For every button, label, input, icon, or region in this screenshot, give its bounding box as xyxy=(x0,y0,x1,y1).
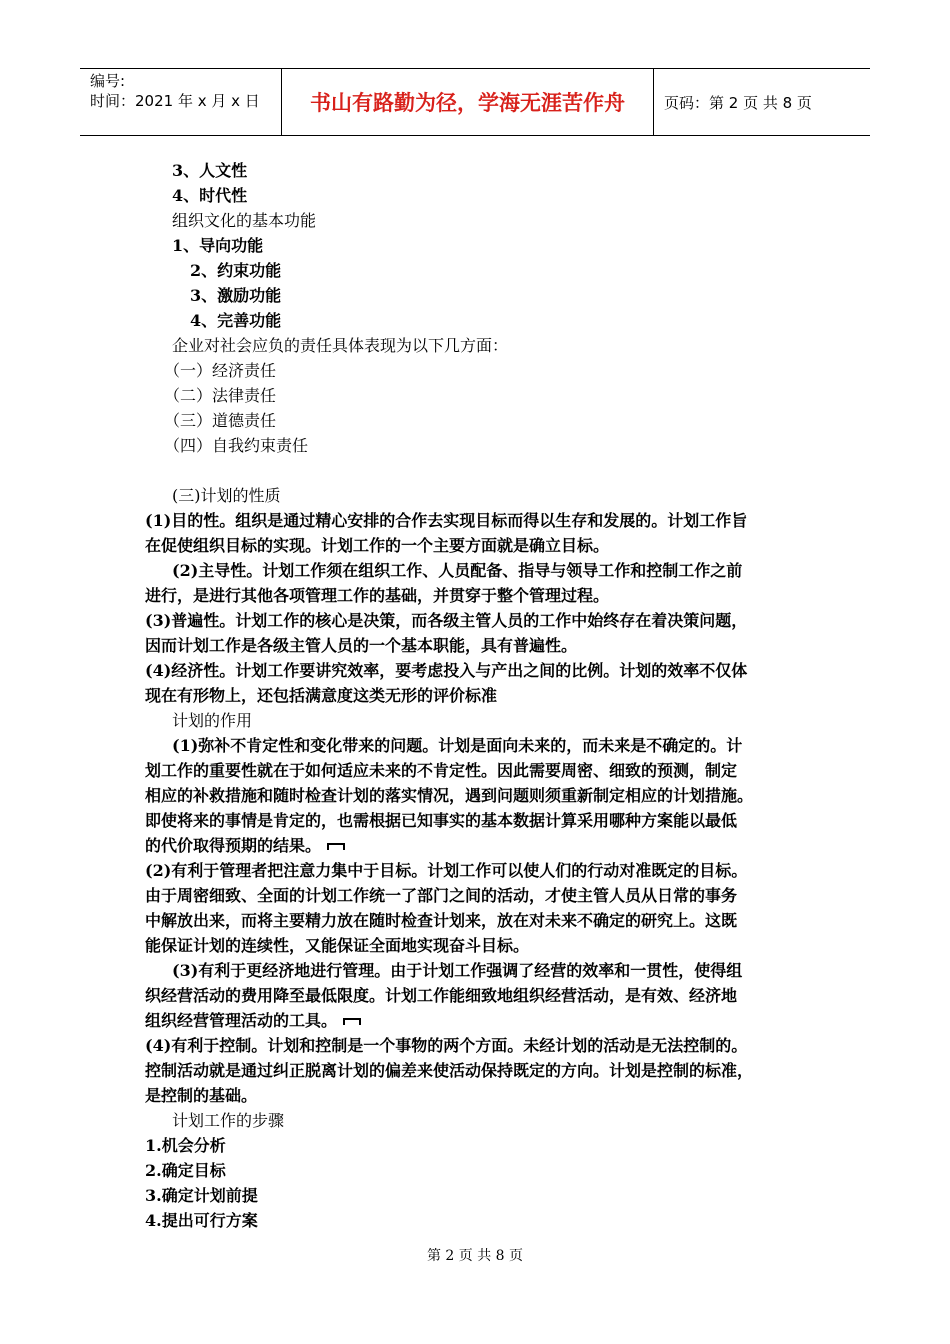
text-line: 能保证计划的连续性，又能保证全面地实现奋斗目标。 xyxy=(145,936,530,955)
text-line: 1、导向功能 xyxy=(172,236,264,255)
header-meta xyxy=(80,69,282,135)
text-line: (4)经济性。计划工作要讲究效率，要考虑投入与产出之间的比例。计划的效率不仅体 xyxy=(145,661,748,680)
section-heading: 计划工作的步骤 xyxy=(172,1111,285,1130)
text-line: 现在有形物上，还包括满意度这类无形的评价标准 xyxy=(145,686,498,705)
text-line: 2、约束功能 xyxy=(190,261,282,280)
text-line: (1)弥补不肯定性和变化带来的问题。计划是面向未来的，而未来是不确定的。计 xyxy=(172,736,743,755)
text-line: 是控制的基础。 xyxy=(145,1086,258,1105)
text-line: (4)有利于控制。计划和控制是一个事物的两个方面。未经计划的活动是无法控制的。 xyxy=(145,1036,748,1055)
text-line: （四）自我约束责任 xyxy=(164,436,309,455)
text-line: 由于周密细致、全面的计划工作统一了部门之间的活动，才使主管人员从日常的事务 xyxy=(145,886,738,905)
text-line-with-mark xyxy=(145,834,345,858)
text-line: 4、完善功能 xyxy=(190,311,282,330)
text-line: 因而计划工作是各级主管人员的一个基本职能，具有普遍性。 xyxy=(145,636,578,655)
text-line: 4.提出可行方案 xyxy=(145,1211,258,1230)
text-line: 4、时代性 xyxy=(172,186,248,205)
page-footer: 第 2 页 共 8 页 xyxy=(426,1248,524,1264)
section-heading: (三)计划的性质 xyxy=(172,486,281,505)
text-line: 在促使组织目标的实现。计划工作的一个主要方面就是确立目标。 xyxy=(145,536,610,555)
text-line: 划工作的重要性就在于如何适应未来的不肯定性。因此需要周密、细致的预测，制定 xyxy=(145,761,738,780)
text-line: (3)有利于更经济地进行管理。由于计划工作强调了经营的效率和一贯性，使得组 xyxy=(172,961,743,980)
text-line: （一）经济责任 xyxy=(164,361,277,380)
text-line: 3.确定计划前提 xyxy=(145,1186,258,1205)
editor-mark-icon xyxy=(343,1018,361,1025)
text-line: （二）法律责任 xyxy=(164,386,277,405)
text-line: (2)有利于管理者把注意力集中于目标。计划工作可以使人们的行动对准既定的目标。 xyxy=(145,861,748,880)
text-line: (2)主导性。计划工作须在组织工作、人员配备、指导与领导工作和控制工作之前 xyxy=(172,561,743,580)
number-label: 编号: xyxy=(90,72,126,90)
text-line: 中解放出来，而将主要精力放在随时检查计划来，放在对未来不确定的研究上。这既 xyxy=(145,911,738,930)
text-line: 组织文化的基本功能 xyxy=(172,211,317,230)
text-line: 3、人文性 xyxy=(172,161,248,180)
editor-mark-icon xyxy=(327,843,345,850)
text-line: 2.确定目标 xyxy=(145,1161,226,1180)
text-line: 1.机会分析 xyxy=(145,1136,226,1155)
time-label: 时间：2021 年 x 月 x 日 xyxy=(90,92,260,110)
text-line: 3、激励功能 xyxy=(190,286,282,305)
text-line: （三）道德责任 xyxy=(164,411,277,430)
text-line: 控制活动就是通过纠正脱离计划的偏差来使活动保持既定的方向。计划是控制的标准， xyxy=(145,1061,754,1080)
text-line: 织经营活动的费用降至最低限度。计划工作能细致地组织经营活动，是有效、经济地 xyxy=(145,986,738,1005)
page-header xyxy=(80,68,870,136)
motto: 书山有路勤为径，学海无涯苦作舟 xyxy=(282,69,654,135)
text-line: 相应的补救措施和随时检查计划的落实情况，遇到问题则须重新制定相应的计划措施。 xyxy=(145,786,754,805)
text-span: 组织经营管理活动的工具。 xyxy=(145,1011,338,1030)
section-heading: 计划的作用 xyxy=(172,711,253,730)
text-span: 的代价取得预期的结果。 xyxy=(145,836,322,855)
page-code: 页码：第 2 页 共 8 页 xyxy=(664,93,812,112)
text-line: (1)目的性。组织是通过精心安排的合作去实现目标而得以生存和发展的。计划工作旨 xyxy=(145,511,748,530)
text-line: 企业对社会应负的责任具体表现为以下几方面： xyxy=(172,336,509,355)
text-line: (3)普遍性。计划工作的核心是决策，而各级主管人员的工作中始终存在着决策问题， xyxy=(145,611,748,630)
text-line-with-mark xyxy=(145,1009,361,1033)
text-line: 即使将来的事情是肯定的，也需根据已知事实的基本数据计算采用哪种方案能以最低 xyxy=(145,811,738,830)
text-line: 进行，是进行其他各项管理工作的基础，并贯穿于整个管理过程。 xyxy=(145,586,610,605)
